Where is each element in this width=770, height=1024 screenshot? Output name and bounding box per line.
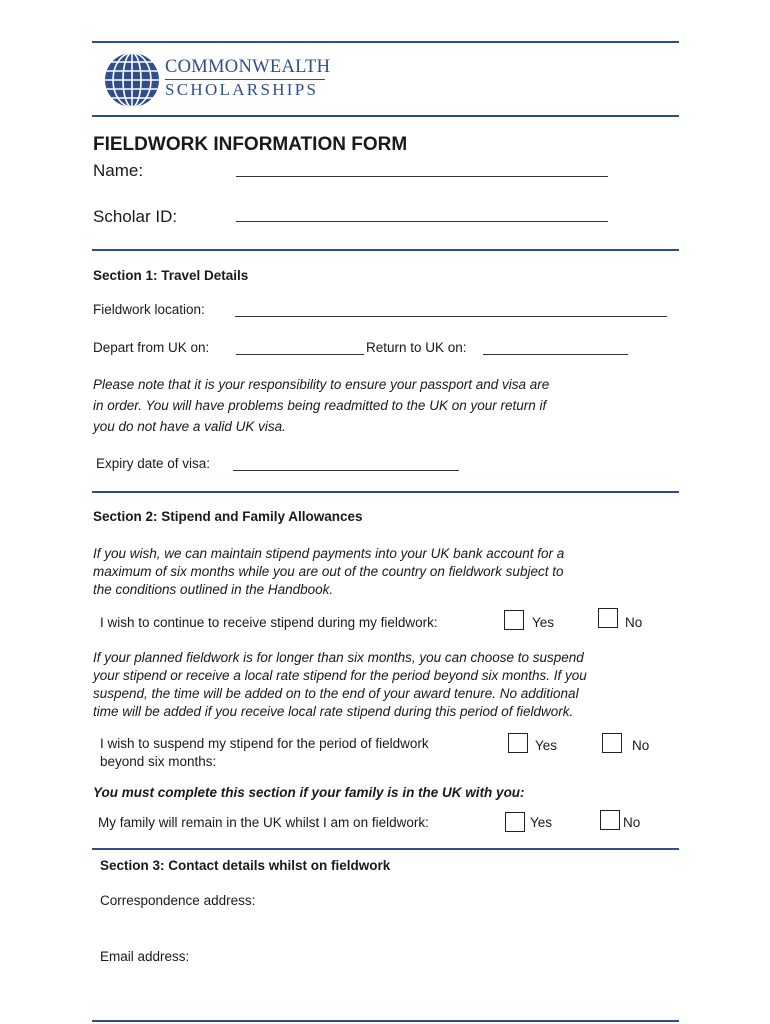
scholar-id-field[interactable] bbox=[236, 221, 608, 222]
visa-expiry-field[interactable] bbox=[233, 470, 459, 471]
depart-date-field[interactable] bbox=[236, 354, 364, 355]
long-fieldwork-line: your stipend or receive a local rate stipend for the period beyond six months. If you bbox=[93, 668, 587, 683]
long-fieldwork-line: suspend, the time will be added on to the end of your award tenure. No additional bbox=[93, 686, 579, 701]
stipend-intro-line: maximum of six months while you are out of the country on fieldwork subject to bbox=[93, 564, 564, 579]
name-field[interactable] bbox=[236, 176, 608, 177]
correspondence-address-label: Correspondence address: bbox=[100, 893, 256, 908]
depart-label: Depart from UK on: bbox=[93, 340, 210, 355]
org-name-line2: SCHOLARSHIPS bbox=[165, 80, 319, 99]
globe-logo-icon bbox=[104, 52, 160, 108]
scholar-id-label: Scholar ID: bbox=[93, 207, 178, 226]
return-date-field[interactable] bbox=[483, 354, 628, 355]
suspend-stipend-no-checkbox[interactable] bbox=[602, 733, 622, 753]
header-divider bbox=[92, 115, 679, 117]
family-remain-no-checkbox[interactable] bbox=[600, 810, 620, 830]
long-fieldwork-note bbox=[93, 649, 693, 721]
visa-note-line: in order. You will have problems being readmitted to the UK on your return if bbox=[93, 398, 547, 413]
family-remain-yes-label: Yes bbox=[530, 815, 553, 830]
long-fieldwork-line: If your planned fieldwork is for longer than six months, you can choose to suspend bbox=[93, 650, 584, 665]
fieldwork-location-field[interactable] bbox=[235, 316, 667, 317]
continue-stipend-yes-checkbox[interactable] bbox=[504, 610, 524, 630]
stipend-intro bbox=[93, 545, 693, 599]
suspend-stipend-label bbox=[100, 735, 429, 771]
family-remain-no-label: No bbox=[623, 815, 641, 830]
section2-heading: Section 2: Stipend and Family Allowances bbox=[93, 509, 363, 524]
stipend-intro-line: the conditions outlined in the Handbook. bbox=[93, 582, 334, 597]
continue-stipend-label: I wish to continue to receive stipend during my fieldwork: bbox=[100, 615, 438, 630]
section2-divider bbox=[92, 491, 679, 493]
name-label: Name: bbox=[93, 161, 144, 180]
visa-expiry-label: Expiry date of visa: bbox=[96, 456, 211, 471]
suspend-stipend-line: I wish to suspend my stipend for the period of fieldwork bbox=[100, 736, 429, 751]
long-fieldwork-line: time will be added if you receive local rate stipend during this period of fieldwork. bbox=[93, 704, 574, 719]
visa-note bbox=[93, 374, 683, 437]
fieldwork-location-label: Fieldwork location: bbox=[93, 302, 205, 317]
family-heading: You must complete this section if your family is in the UK with you: bbox=[93, 785, 525, 800]
org-name-line1: COMMONWEALTH bbox=[165, 57, 331, 77]
continue-stipend-no-label: No bbox=[625, 615, 643, 630]
continue-stipend-no-checkbox[interactable] bbox=[598, 608, 618, 628]
top-divider bbox=[92, 41, 679, 43]
email-address-label: Email address: bbox=[100, 949, 190, 964]
section1-divider bbox=[92, 249, 679, 251]
return-label: Return to UK on: bbox=[366, 340, 467, 355]
suspend-stipend-yes-label: Yes bbox=[535, 738, 558, 753]
form-title: FIELDWORK INFORMATION FORM bbox=[93, 134, 408, 155]
visa-note-line: Please note that it is your responsibility to ensure your passport and visa are bbox=[93, 377, 550, 392]
section3-divider bbox=[92, 848, 679, 850]
section1-heading: Section 1: Travel Details bbox=[93, 268, 249, 283]
suspend-stipend-no-label: No bbox=[632, 738, 650, 753]
suspend-stipend-yes-checkbox[interactable] bbox=[508, 733, 528, 753]
continue-stipend-yes-label: Yes bbox=[532, 615, 555, 630]
visa-note-line: you do not have a valid UK visa. bbox=[93, 419, 286, 434]
family-remain-label: My family will remain in the UK whilst I am on fieldwork: bbox=[98, 815, 429, 830]
suspend-stipend-line: beyond six months: bbox=[100, 754, 217, 769]
stipend-intro-line: If you wish, we can maintain stipend payments into your UK bank account for a bbox=[93, 546, 565, 561]
family-remain-yes-checkbox[interactable] bbox=[505, 812, 525, 832]
bottom-divider bbox=[92, 1020, 679, 1022]
section3-heading: Section 3: Contact details whilst on fieldwork bbox=[100, 858, 391, 873]
